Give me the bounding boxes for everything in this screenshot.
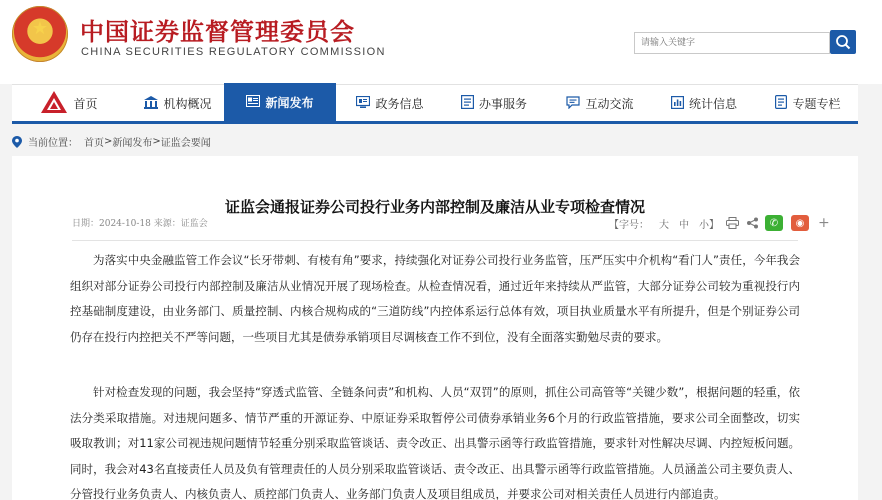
weibo-share-icon[interactable]: ◉	[791, 215, 809, 231]
national-emblem-logo[interactable]	[12, 6, 68, 62]
nav-item-label: 政务信息	[375, 97, 424, 111]
font-size-medium[interactable]: 中	[679, 219, 689, 231]
nav-item-label: 办事服务	[478, 97, 527, 111]
nav-item-label: 互动交流	[585, 97, 634, 111]
article-paragraph: 针对检查发现的问题，我会坚持“穿透式监管、全链条问责”和机构、人员“双罚”的原则，抓住公司高管等“关键少数”，根据问题的轻重，依法分类采取措施。对违规问题多、情节严重的开源证券、中原证券采取暂停公司债券承销业务6个月的行政监管措施，要求公司全面整改，切实吸取教训；对11家公司视违规问题情节轻重分别采取监管谈话、责令改正、出具警示函等行政监管措施，要求针对性解决尽调、内控短板问题。同时，我会对43名直接责任人员及负有管理责任的人员分别采取监管谈话、责令改正、出具警示函等行政监管措施。人员涵盖公司主要负责人、分管投行业务负责人、内核负责人、质控部门负责人、业务部门负责人及项目组成员，并要求公司对相关责任人员进行内部追责。	[70, 385, 800, 500]
chat-icon	[566, 96, 580, 112]
topic-icon	[775, 95, 787, 112]
stats-icon	[671, 96, 684, 112]
building-icon	[144, 96, 158, 112]
breadcrumb-separator: >	[104, 136, 113, 147]
nav-item-label: 专题专栏	[792, 97, 841, 111]
font-size-label: 【字号：	[609, 219, 649, 231]
info-icon	[356, 96, 370, 111]
nav-item-news[interactable]	[224, 83, 336, 122]
news-icon	[246, 95, 260, 110]
breadcrumb-link-csrc-news[interactable]: 证监会要闻	[160, 138, 211, 149]
nav-item-label: 机构概况	[163, 97, 212, 111]
nav-item-interaction[interactable]	[554, 85, 646, 122]
main-nav	[12, 84, 858, 124]
article-meta: 日期：2024-10-18 来源：证监会	[72, 219, 208, 229]
breadcrumb-link-home[interactable]: 首页	[84, 138, 104, 149]
location-pin-icon	[12, 136, 22, 148]
nav-item-services[interactable]	[448, 85, 540, 122]
article-title: 证监会通报证券公司投行业务内部控制及廉洁从业专项检查情况	[224, 198, 645, 216]
print-icon[interactable]	[726, 217, 739, 229]
article-paragraph: 为落实中央金融监管工作会议“长牙带刺、有棱有角”要求，持续强化对证券公司投行业务监管，压严压实中介机构“看门人”责任，今年我会组织对部分证券公司投行内部控制及廉洁从业情况开展了现场检查。从检查情况看，通过近年来持续从严监管，大部分证券公司较为重视投行内控基础制度建设，由业务部门、质量控制、内核合规构成的“三道防线”内控体系运行总体有效，项目执业质量水平有所提升，但是个别证券公司仍存在投行内控把关不严等问题，一些项目尤其是债券承销项目尽调核查工作不到位，没有全面落实勤勉尽责的要求。	[70, 253, 800, 344]
home-icon	[40, 90, 68, 117]
service-icon	[461, 95, 474, 112]
nav-item-label: 新闻发布	[265, 96, 314, 110]
title-divider	[72, 240, 798, 241]
nav-item-topics[interactable]	[762, 85, 854, 122]
breadcrumb-prefix: 当前位置：	[28, 138, 78, 149]
nav-item-label: 首页	[73, 97, 98, 111]
site-title[interactable]: 中国证券监督管理委员会	[80, 18, 355, 46]
nav-item-statistics[interactable]	[658, 85, 750, 122]
search-icon	[835, 34, 851, 50]
nav-item-label: 统计信息	[688, 97, 737, 111]
site-subtitle: CHINA SECURITIES REGULATORY COMMISSION	[81, 46, 386, 58]
share-icon[interactable]	[746, 217, 759, 229]
wechat-share-icon[interactable]: ✆	[765, 215, 783, 231]
font-size-close: 】	[709, 219, 719, 231]
breadcrumb	[12, 134, 211, 149]
font-size-large[interactable]: 大	[659, 219, 669, 231]
search-input[interactable]	[634, 32, 830, 54]
breadcrumb-separator: >	[152, 136, 161, 147]
font-size-small[interactable]: 小	[699, 219, 709, 231]
article-tools	[609, 214, 830, 232]
nav-item-home[interactable]	[32, 85, 106, 122]
star-icon: ★	[31, 18, 49, 39]
more-share-icon[interactable]: +	[818, 215, 830, 231]
breadcrumb-link-news[interactable]: 新闻发布	[112, 138, 153, 149]
nav-item-about[interactable]	[130, 85, 226, 122]
site-header	[0, 0, 882, 84]
nav-item-gov-info[interactable]	[344, 85, 436, 122]
search-button[interactable]	[830, 30, 856, 54]
article	[12, 156, 858, 500]
